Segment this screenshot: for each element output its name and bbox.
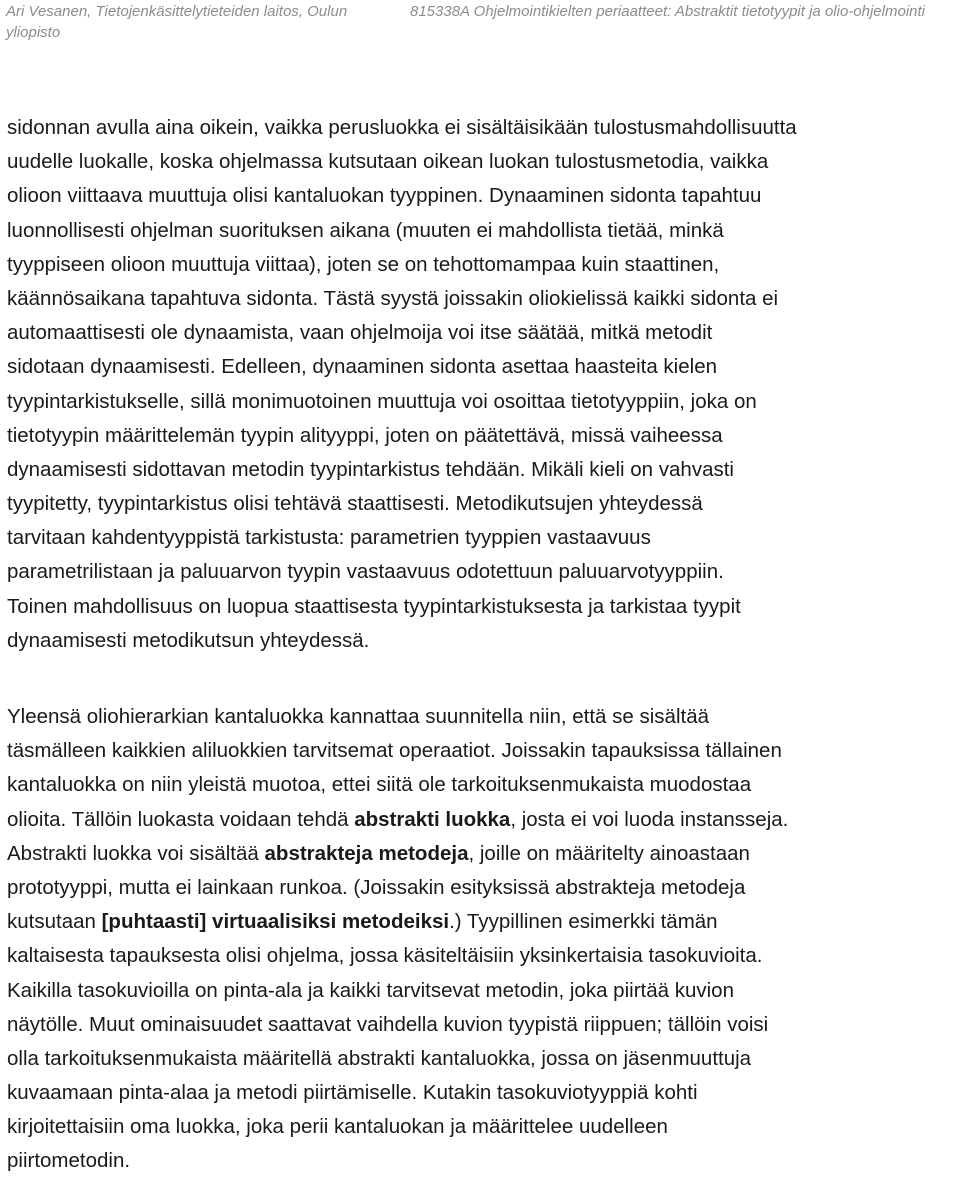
text-line: kuvaamaan pinta-alaa ja metodi piirtämiselle. Kutakin tasokuviotyyppiä kohti bbox=[7, 1081, 698, 1105]
text-line: Kaikilla tasokuvioilla on pinta-ala ja kaikki tarvitsevat metodin, joka piirtää kuvion bbox=[7, 978, 734, 1002]
header-author: Ari Vesanen, Tietojenkäsittelytieteiden laitos, Oulun yliopisto bbox=[6, 3, 348, 41]
text-line: dynaamisesti sidottavan metodin tyypintarkistus tehdään. Mikäli kieli on vahvasti bbox=[7, 457, 734, 481]
text-line: sidotaan dynaamisesti. Edelleen, dynaaminen sidonta asettaa haasteita kielen bbox=[7, 355, 717, 379]
text-line: parametrilistaan ja paluuarvon tyypin vastaavuus odotettuun paluuarvotyyppiin. bbox=[7, 560, 724, 584]
text-run: .) Tyypillinen esimerkki tämän bbox=[449, 910, 718, 934]
text-line: prototyyppi, mutta ei lainkaan runkoa. (Joissakin esityksissä abstrakteja metodeja bbox=[7, 875, 746, 899]
text-line: tyypitetty, tyypintarkistus olisi tehtävä staattisesti. Metodikutsujen yhteydessä bbox=[7, 492, 703, 516]
text-line bbox=[7, 803, 953, 837]
text-line: kaltaisesta tapauksesta olisi ohjelma, jossa käsiteltäisiin yksinkertaisia tasokuvioita. bbox=[7, 944, 763, 968]
text-line: luonnollisesti ohjelman suorituksen aikana (muuten ei mahdollista tietää, minkä bbox=[7, 218, 724, 242]
text-line: näytölle. Muut ominaisuudet saattavat vaihdella kuvion tyypistä riippuen; tällöin voisi bbox=[7, 1012, 769, 1036]
paragraph-dynamic-binding bbox=[7, 111, 953, 658]
text-run: , josta ei voi luoda instansseja. bbox=[510, 807, 789, 831]
text-run: olioita. Tällöin luokasta voidaan tehdä bbox=[7, 807, 355, 831]
text-line: kirjoitettaisiin oma luokka, joka perii kantaluokan ja määrittelee uudelleen bbox=[7, 1115, 668, 1139]
text-line: dynaamisesti metodikutsun yhteydessä. bbox=[7, 628, 370, 652]
text-line: tarvitaan kahdentyyppistä tarkistusta: parametrien tyyppien vastaavuus bbox=[7, 526, 651, 550]
text-line: käännösaikana tapahtuva sidonta. Tästä syystä joissakin oliokielissä kaikki sidonta ei bbox=[7, 286, 779, 310]
term-pure-virtual-methods: [puhtaasti] virtuaalisiksi metodeiksi bbox=[101, 910, 450, 934]
text-line bbox=[7, 837, 953, 871]
page-header bbox=[0, 0, 960, 50]
text-run: , joille on määritelty ainoastaan bbox=[468, 841, 750, 865]
term-abstract-class: abstrakti luokka bbox=[354, 807, 511, 831]
paragraph-abstract-class bbox=[7, 700, 953, 1179]
term-abstract-methods: abstrakteja metodeja bbox=[264, 841, 469, 865]
text-line: sidonnan avulla aina oikein, vaikka perusluokka ei sisältäisikään tulostusmahdollisuutta bbox=[7, 116, 797, 139]
text-run: Abstrakti luokka voi sisältää bbox=[7, 841, 265, 865]
text-line: olioon viittaava muuttuja olisi kantaluokan tyyppinen. Dynaaminen sidonta tapahtuu bbox=[7, 184, 762, 208]
text-line: täsmälleen kaikkien aliluokkien tarvitsemat operaatiot. Joissakin tapauksissa tällainen bbox=[7, 739, 782, 763]
text-line: tietotyypin määrittelemän tyypin alityyppi, joten on päätettävä, missä vaiheessa bbox=[7, 423, 723, 447]
text-line: olla tarkoituksenmukaista määritellä abstrakti kantaluokka, jossa on jäsenmuuttuja bbox=[7, 1046, 752, 1070]
text-run: kutsutaan bbox=[7, 910, 102, 934]
text-line: Yleensä oliohierarkian kantaluokka kannattaa suunnitella niin, että se sisältää bbox=[7, 705, 710, 728]
text-line: kantaluokka on niin yleistä muotoa, ettei siitä ole tarkoituksenmukaista muodostaa bbox=[7, 773, 752, 797]
text-line: Toinen mahdollisuus on luopua staattisesta tyypintarkistuksesta ja tarkistaa tyypit bbox=[7, 594, 741, 618]
text-line: piirtometodin. bbox=[7, 1149, 131, 1173]
text-line: tyyppiseen olioon muuttuja viittaa), joten se on tehottomampaa kuin staattinen, bbox=[7, 252, 720, 276]
header-course-title: 815338A Ohjelmointikielten periaatteet: Abstraktit tietotyypit ja olio-ohjelmointi bbox=[410, 3, 925, 20]
text-line: tyypintarkistukselle, sillä monimuotoinen muuttuja voi osoittaa tietotyyppiin, joka on bbox=[7, 389, 757, 413]
text-line bbox=[7, 905, 953, 939]
text-line: automaattisesti ole dynaamista, vaan ohjelmoija voi itse säätää, mitkä metodit bbox=[7, 321, 713, 345]
text-line: uudelle luokalle, koska ohjelmassa kutsutaan oikean luokan tulostusmetodia, vaikka bbox=[7, 150, 769, 174]
